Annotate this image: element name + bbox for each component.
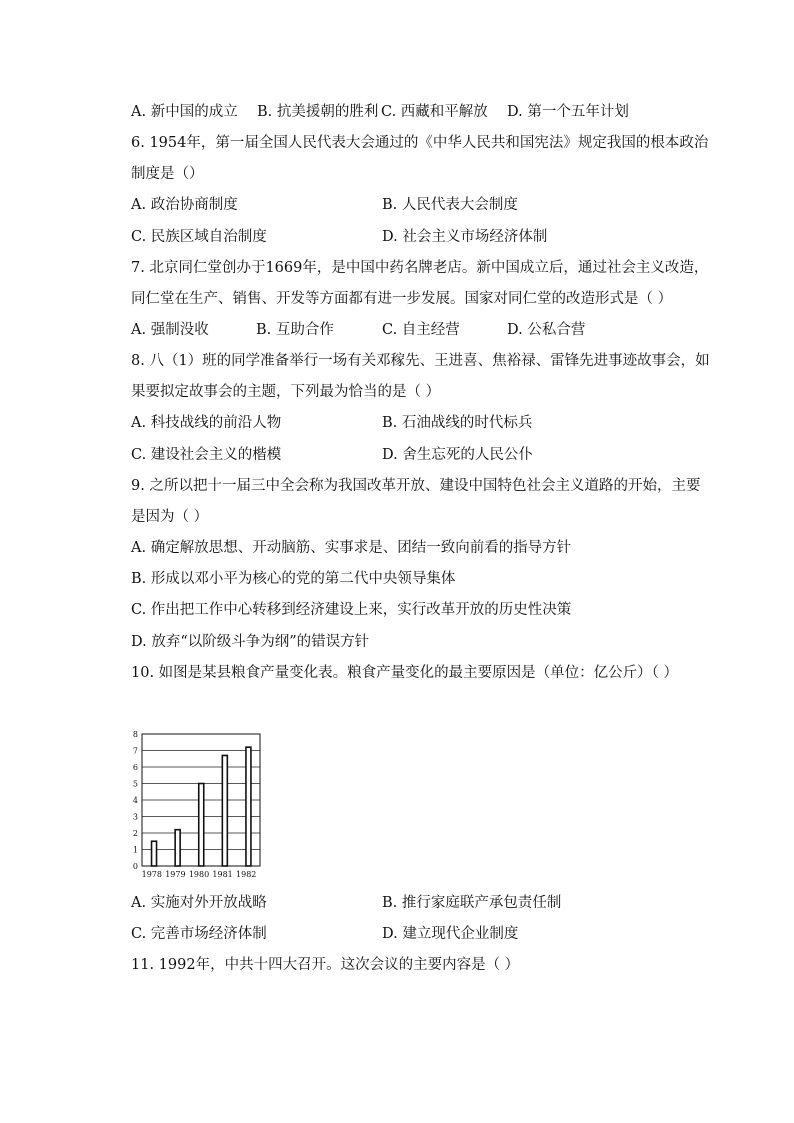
q10-option-d: D. 建立现代企业制度 — [382, 926, 519, 942]
q8-option-a: A. 科技战线的前沿人物 — [131, 415, 282, 431]
y-tick-label: 0 — [132, 862, 138, 871]
q10-option-c: C. 完善市场经济体制 — [131, 926, 267, 942]
q7-stem-line2: 同仁堂在生产、销售、开发等方面都有进一步发展。国家对同仁堂的改造形式是（ ） — [131, 291, 673, 307]
chart-bar — [222, 755, 227, 866]
grain-output-chart — [128, 726, 268, 880]
q9-option-b: B. 形成以邓小平为核心的党的第二代中央领导集体 — [131, 571, 456, 587]
chart-bar — [246, 747, 251, 866]
q6-stem-line1: 6. 1954年，第一届全国人民代表大会通过的《中华人民共和国宪法》规定我国的根本政治 — [131, 135, 709, 151]
q7-option-a: A. 强制没收 — [131, 322, 209, 338]
x-tick-label: 1978 — [141, 870, 162, 879]
q8-option-b: B. 石油战线的时代标兵 — [382, 415, 533, 431]
chart-bars — [152, 747, 251, 866]
y-tick-label: 3 — [132, 812, 138, 822]
q8-stem-line1: 8. 八（1）班的同学准备举行一场有关邓稼先、王进喜、焦裕禄、雷锋先进事迹故事会，如 — [131, 353, 710, 369]
q9-option-c: C. 作出把工作中心转移到经济建设上来，实行改革开放的历史性决策 — [131, 602, 572, 618]
x-tick-label: 1982 — [236, 870, 257, 879]
q6-option-c: C. 民族区域自治制度 — [131, 229, 267, 245]
y-tick-label: 1 — [132, 845, 138, 855]
q6-option-a: A. 政治协商制度 — [131, 197, 238, 213]
q5-option-a: A. 新中国的成立 — [131, 104, 238, 120]
q10-option-a: A. 实施对外开放战略 — [131, 895, 267, 911]
q6-stem-line2: 制度是（） — [131, 166, 204, 182]
q9-option-d: D. 放弃“以阶级斗争为纲”的错误方针 — [131, 634, 370, 650]
x-tick-label: 1981 — [212, 870, 233, 879]
q7-stem-line1: 7. 北京同仁堂创办于1669年，是中国中药名牌老店。新中国成立后，通过社会主义改造， — [131, 260, 709, 276]
chart-x-labels — [142, 870, 257, 879]
x-tick-label: 1980 — [188, 870, 210, 879]
q6-option-b: B. 人民代表大会制度 — [382, 197, 518, 213]
q5-option-b: B. 抗美援朝的胜利 — [257, 104, 379, 120]
chart-bar — [199, 784, 204, 867]
q11-stem-line1: 11. 1992年，中共十四大召开。这次会议的主要内容是（ ） — [131, 957, 520, 973]
y-tick-label: 6 — [132, 763, 138, 772]
y-tick-label: 4 — [132, 796, 138, 805]
q6-option-d: D. 社会主义市场经济体制 — [382, 229, 548, 245]
y-tick-label: 5 — [132, 779, 138, 789]
chart-y-ticks — [133, 730, 138, 871]
q9-stem-line1: 9. 之所以把十一届三中全会称为我国改革开放、建设中国特色社会主义道路的开始，主要 — [131, 478, 701, 494]
q10-stem-line1: 10. 如图是某县粮食产量变化表。粮食产量变化的最主要原因是（单位：亿公斤）（ ） — [131, 665, 679, 681]
y-tick-label: 7 — [132, 746, 138, 756]
x-tick-label: 1979 — [165, 870, 186, 879]
chart-bar — [175, 830, 180, 866]
q5-option-c: C. 西藏和平解放 — [381, 104, 488, 120]
q8-stem-line2: 果要拟定故事会的主题，下列最为恰当的是（ ） — [131, 384, 441, 400]
q9-stem-line2: 是因为（ ） — [131, 509, 209, 525]
y-tick-label: 2 — [132, 829, 138, 838]
q7-option-c: C. 自主经营 — [382, 322, 460, 338]
chart-bar — [152, 841, 157, 866]
q10-option-b: B. 推行家庭联产承包责任制 — [382, 895, 562, 911]
q9-option-a: A. 确定解放思想、开动脑筋、实事求是、团结一致向前看的指导方针 — [131, 540, 572, 556]
y-tick-label: 8 — [132, 730, 138, 739]
q8-option-c: C. 建设社会主义的楷模 — [131, 447, 282, 463]
q7-option-d: D. 公私合营 — [507, 322, 586, 338]
q8-option-d: D. 舍生忘死的人民公仆 — [382, 447, 533, 463]
q7-option-b: B. 互助合作 — [256, 322, 334, 338]
q5-option-d: D. 第一个五年计划 — [507, 104, 629, 120]
